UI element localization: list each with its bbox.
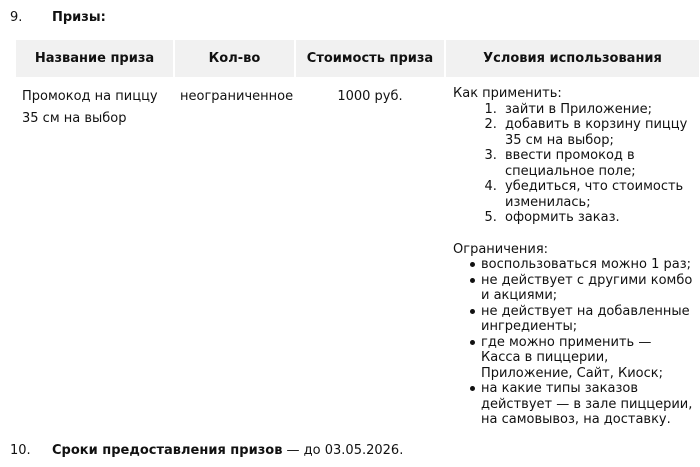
section-title: Призы:: [52, 10, 106, 25]
list-item: не действует с другими комбо и акциями;: [481, 273, 693, 304]
header-usage-conditions: Условия использования: [445, 40, 699, 77]
section-9-heading: [10, 10, 106, 25]
list-item: 4. убедиться, что стоимость изменилась;: [501, 179, 693, 210]
limits-list: [453, 257, 693, 428]
cost-cell: 1000 руб.: [337, 89, 403, 104]
header-prize-name: Название приза: [16, 40, 174, 77]
conditions-cell: [445, 77, 699, 428]
section-10: [10, 443, 403, 458]
prizes-table: [16, 40, 699, 428]
list-item: на какие типы заказов действует — в зале пиццерии, на самовывоз, на доставку.: [481, 381, 693, 428]
quantity-cell: неограниченное: [180, 89, 294, 104]
section-text: — до 03.05.2026.: [282, 443, 404, 458]
list-item: 2. добавить в корзину пиццу 35 см на выбор;: [501, 117, 693, 148]
header-prize-cost: Стоимость приза: [295, 40, 445, 77]
bullet-icon: [470, 386, 475, 391]
apply-heading: Как применить:: [453, 86, 562, 101]
prize-name-cell: Промокод на пиццу 35 см на выбор: [22, 89, 158, 126]
list-item: 5. оформить заказ.: [501, 210, 693, 226]
list-item: где можно применить — Касса в пиццерии, Приложение, Сайт, Киоск;: [481, 335, 693, 382]
table-header-row: [16, 40, 699, 77]
section-number: 9.: [10, 10, 23, 25]
list-item: 3. ввести промокод в специальное поле;: [501, 148, 693, 179]
bullet-icon: [470, 340, 475, 345]
list-item: не действует на добавленные ингредиенты;: [481, 304, 693, 335]
bullet-icon: [470, 278, 475, 283]
header-quantity: Кол-во: [174, 40, 295, 77]
table-row: [16, 77, 699, 428]
apply-steps-list: [453, 102, 693, 226]
bullet-icon: [470, 309, 475, 314]
list-item: 1. зайти в Приложение;: [501, 102, 693, 118]
limits-heading: Ограничения:: [453, 241, 549, 257]
list-item: воспользоваться можно 1 раз;: [481, 257, 693, 273]
section-number: 10.: [10, 443, 31, 458]
bullet-icon: [470, 262, 475, 267]
section-title: Сроки предоставления призов: [52, 443, 283, 458]
